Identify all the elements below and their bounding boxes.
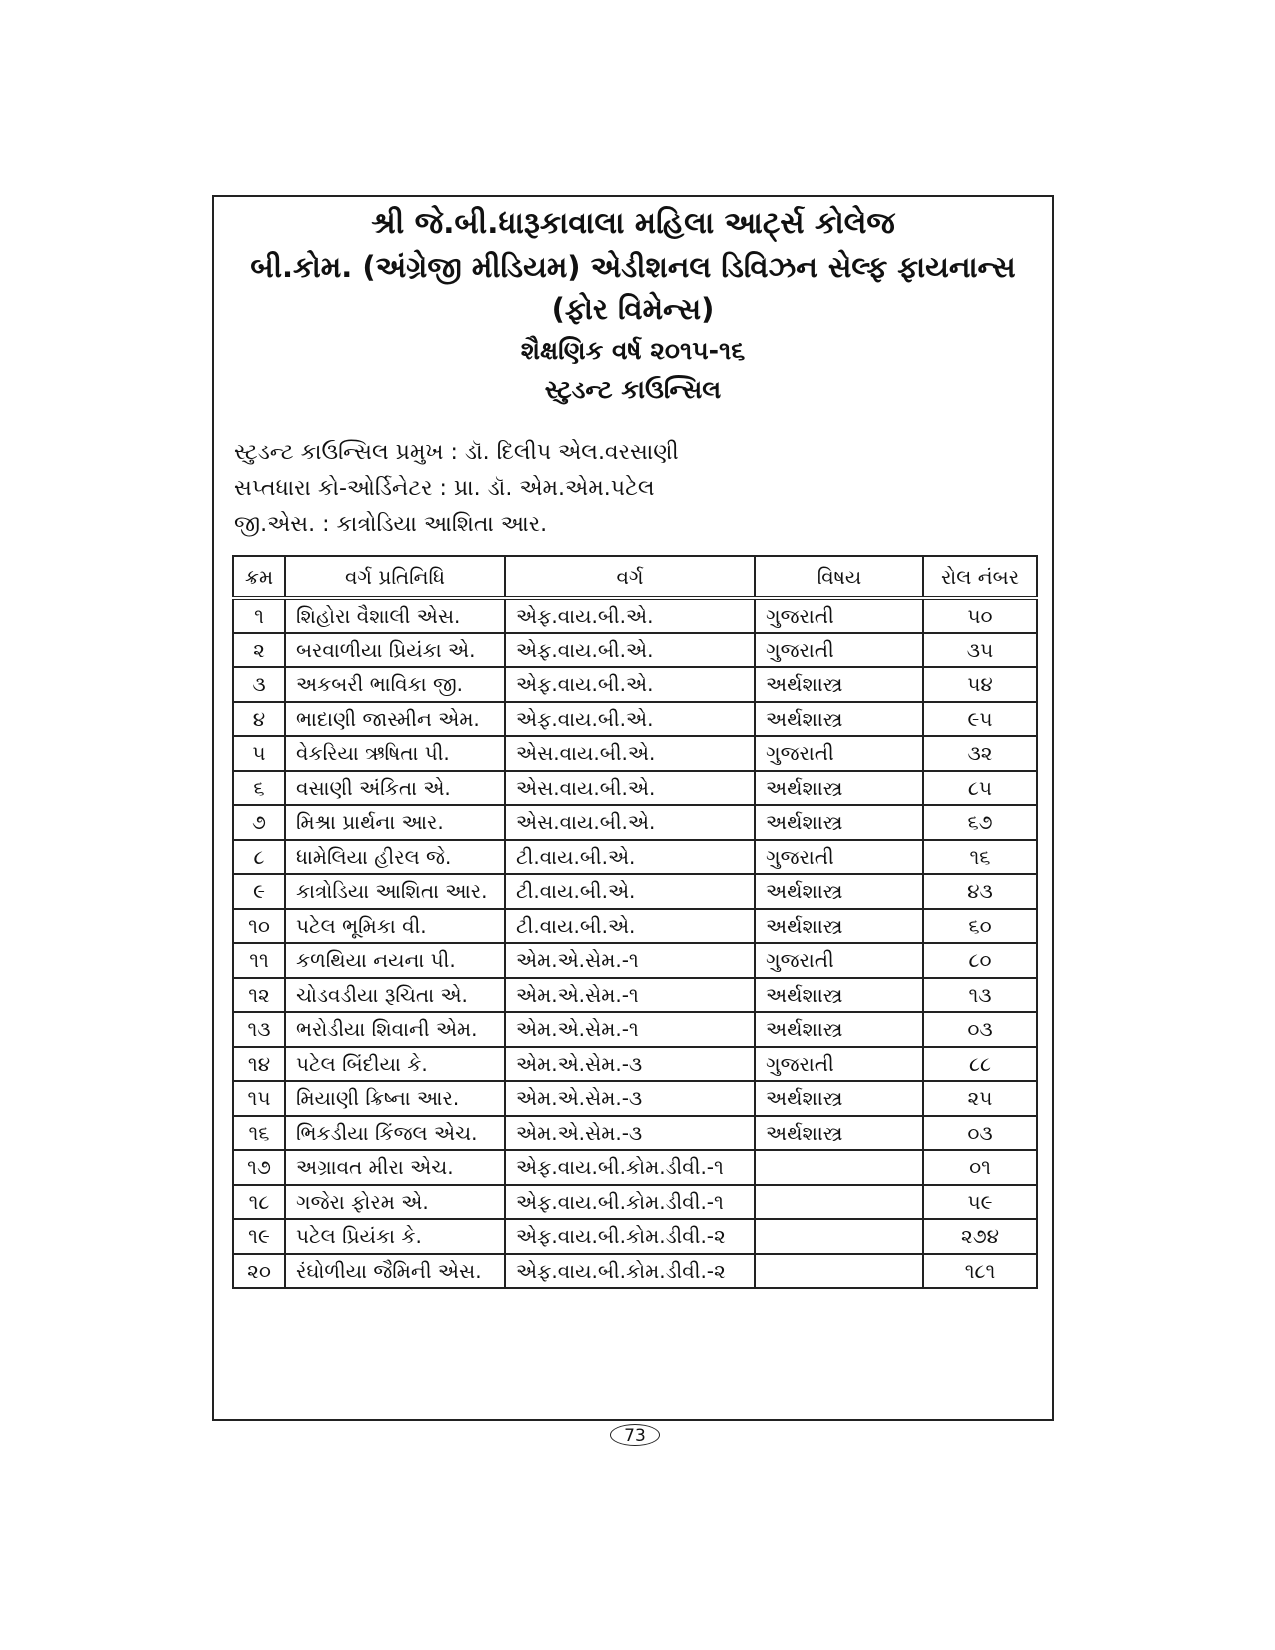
serial-cell: ૧૨ [233,978,285,1013]
subject-cell [755,1150,923,1185]
representative-cell: ગજેરા ફોરમ એ. [285,1185,505,1220]
serial-cell: ૧૯ [233,1219,285,1254]
representative-cell: વેકરિયા ઋષિતા પી. [285,736,505,771]
table-row [233,909,1037,944]
serial-cell: ૮ [233,840,285,875]
subject-cell: અર્થશાસ્ત્ર [755,874,923,909]
representative-cell: મિયાણી ક્રિષ્ના આર. [285,1081,505,1116]
table-row [233,1116,1037,1151]
class-cell: ટી.વાય.બી.એ. [505,909,755,944]
subject-cell: ગુજરાતી [755,598,923,633]
class-cell: એમ.એ.સેમ.-૧ [505,943,755,978]
table-row [233,736,1037,771]
representative-cell: કાત્રોડિયા આશિતા આર. [285,874,505,909]
info-label: જી.એસ. [234,512,316,537]
serial-cell: ૫ [233,736,285,771]
table-row [233,667,1037,702]
class-cell: એસ.વાય.બી.એ. [505,805,755,840]
table-row [233,1219,1037,1254]
page-number: 73 [610,1424,660,1446]
class-cell: ટી.વાય.બી.એ. [505,874,755,909]
subject-cell [755,1254,923,1289]
serial-cell: ૧૦ [233,909,285,944]
roll-number-cell: ૮૫ [923,771,1037,806]
serial-cell: ૯ [233,874,285,909]
subject-cell: ગુજરાતી [755,633,923,668]
table-row [233,978,1037,1013]
roll-number-cell: ૩૫ [923,633,1037,668]
subject-cell: અર્થશાસ્ત્ર [755,1012,923,1047]
roll-number-cell: ૫૦ [923,598,1037,633]
info-label: સ્ટુડન્ટ કાઉન્સિલ પ્રમુખ [234,440,444,465]
serial-cell: ૪ [233,702,285,737]
roll-number-cell: ૮૦ [923,943,1037,978]
column-header: વર્ગ [505,556,755,598]
info-row-gs [234,507,679,543]
representative-cell: ચોડવડીયા રૂચિતા એ. [285,978,505,1013]
class-cell: એમ.એ.સેમ.-૩ [505,1081,755,1116]
roll-number-cell: ૯૫ [923,702,1037,737]
column-header: વિષય [755,556,923,598]
subject-cell: ગુજરાતી [755,736,923,771]
roll-number-cell: ૦૩ [923,1116,1037,1151]
class-cell: એમ.એ.સેમ.-૩ [505,1047,755,1082]
table-row [233,1047,1037,1082]
serial-cell: ૨ [233,633,285,668]
subject-cell: અર્થશાસ્ત્ર [755,702,923,737]
representative-cell: ધામેલિયા હીરલ જે. [285,840,505,875]
college-name: શ્રી જે.બી.ધારૂકાવાલા મહિલા આર્ટ્સ કોલેજ [371,206,895,241]
serial-cell: ૧૮ [233,1185,285,1220]
table-row [233,943,1037,978]
table-body [233,598,1037,1288]
course-title: બી.કોમ. (અંગ્રેજી મીડિયમ) એડીશનલ ડિવિઝન સેલ્ફ ફાયનાન્સ [250,249,1016,284]
serial-cell: ૨૦ [233,1254,285,1289]
council-table [232,555,1038,1289]
representative-cell: પટેલ બિંદીયા કે. [285,1047,505,1082]
class-cell: એમ.એ.સેમ.-૧ [505,1012,755,1047]
roll-number-cell: ૦૧ [923,1150,1037,1185]
roll-number-cell: ૨૭૪ [923,1219,1037,1254]
academic-year: શૈક્ષણિક વર્ષ ૨૦૧૫-૧૬ [520,336,746,365]
class-cell: એમ.એ.સેમ.-૩ [505,1116,755,1151]
column-header: રોલ નંબર [923,556,1037,598]
table-row [233,1254,1037,1289]
table-row [233,1185,1037,1220]
subject-cell: અર્થશાસ્ત્ર [755,1116,923,1151]
subject-cell: અર્થશાસ્ત્ર [755,667,923,702]
serial-cell: ૧૩ [233,1012,285,1047]
roll-number-cell: ૦૩ [923,1012,1037,1047]
subject-cell: અર્થશાસ્ત્ર [755,1081,923,1116]
class-cell: એફ.વાય.બી.કોમ.ડીવી.-૧ [505,1185,755,1220]
info-value: : ડૉ. દિલીપ એલ.વરસાણી [443,440,678,465]
serial-cell: ૧૭ [233,1150,285,1185]
table-row [233,633,1037,668]
class-cell: એફ.વાય.બી.એ. [505,598,755,633]
serial-cell: ૧૬ [233,1116,285,1151]
table-header-row [233,556,1037,598]
roll-number-cell: ૩૨ [923,736,1037,771]
subject-cell [755,1185,923,1220]
serial-cell: ૬ [233,771,285,806]
roll-number-cell: ૫૪ [923,667,1037,702]
column-header: ક્રમ [233,556,285,598]
representative-cell: અકબરી ભાવિકા જી. [285,667,505,702]
subject-cell: અર્થશાસ્ત્ર [755,771,923,806]
roll-number-cell: ૫૯ [923,1185,1037,1220]
roll-number-cell: ૬૭ [923,805,1037,840]
roll-number-cell: ૮૮ [923,1047,1037,1082]
serial-cell: ૧૫ [233,1081,285,1116]
table-row [233,771,1037,806]
course-subtitle: (ફોર વિમેન્સ) [551,291,715,326]
serial-cell: ૧ [233,598,285,633]
class-cell: એફ.વાય.બી.એ. [505,667,755,702]
roll-number-cell: ૨૫ [923,1081,1037,1116]
class-cell: એસ.વાય.બી.એ. [505,736,755,771]
table-row [233,1012,1037,1047]
representative-cell: પટેલ પ્રિયંકા કે. [285,1219,505,1254]
subject-cell: ગુજરાતી [755,1047,923,1082]
info-row-coordinator [234,471,679,507]
subject-cell: અર્થશાસ્ત્ર [755,978,923,1013]
table-row [233,840,1037,875]
column-header: વર્ગ પ્રતિનિધિ [285,556,505,598]
representative-cell: અગ્રાવત મીરા એચ. [285,1150,505,1185]
table-row [233,1150,1037,1185]
class-cell: એફ.વાય.બી.કોમ.ડીવી.-૨ [505,1219,755,1254]
roll-number-cell: ૧૬ [923,840,1037,875]
table-row [233,1081,1037,1116]
serial-cell: ૧૧ [233,943,285,978]
title-block [214,205,1052,406]
representative-cell: ભિકડીયા કિંજલ એચ. [285,1116,505,1151]
section-title: સ્ટુડન્ટ કાઉન્સિલ [544,375,722,405]
representative-cell: ભરોડીયા શિવાની એમ. [285,1012,505,1047]
table-row [233,874,1037,909]
class-cell: એફ.વાય.બી.એ. [505,702,755,737]
class-cell: એસ.વાય.બી.એ. [505,771,755,806]
class-cell: એફ.વાય.બી.કોમ.ડીવી.-૧ [505,1150,755,1185]
table-row [233,805,1037,840]
page-frame [212,195,1054,1421]
serial-cell: ૩ [233,667,285,702]
class-cell: એફ.વાય.બી.એ. [505,633,755,668]
info-label: સપ્તધારા કો-ઓર્ડિનેટર [234,476,433,501]
roll-number-cell: ૬૦ [923,909,1037,944]
info-value: : કાત્રોડિયા આશિતા આર. [315,512,547,537]
subject-cell: અર્થશાસ્ત્ર [755,909,923,944]
subject-cell [755,1219,923,1254]
roll-number-cell: ૧૩ [923,978,1037,1013]
class-cell: એમ.એ.સેમ.-૧ [505,978,755,1013]
council-info [234,435,679,543]
representative-cell: ભાદાણી જાસ્મીન એમ. [285,702,505,737]
serial-cell: ૭ [233,805,285,840]
representative-cell: કળથિયા નયના પી. [285,943,505,978]
representative-cell: પટેલ ભૂમિકા વી. [285,909,505,944]
roll-number-cell: ૪૩ [923,874,1037,909]
info-value: : પ્રા. ડૉ. એમ.એમ.પટેલ [433,476,655,501]
table-row [233,702,1037,737]
info-row-president [234,435,679,471]
serial-cell: ૧૪ [233,1047,285,1082]
subject-cell: અર્થશાસ્ત્ર [755,805,923,840]
roll-number-cell: ૧૮૧ [923,1254,1037,1289]
representative-cell: શિહોરા વૈશાલી એસ. [285,598,505,633]
class-cell: ટી.વાય.બી.એ. [505,840,755,875]
representative-cell: મિશ્રા પ્રાર્થના આર. [285,805,505,840]
table-row [233,598,1037,633]
subject-cell: ગુજરાતી [755,943,923,978]
representative-cell: વસાણી અંકિતા એ. [285,771,505,806]
representative-cell: રંઘોળીયા જૈમિની એસ. [285,1254,505,1289]
class-cell: એફ.વાય.બી.કોમ.ડીવી.-૨ [505,1254,755,1289]
subject-cell: ગુજરાતી [755,840,923,875]
representative-cell: બરવાળીયા પ્રિયંકા એ. [285,633,505,668]
